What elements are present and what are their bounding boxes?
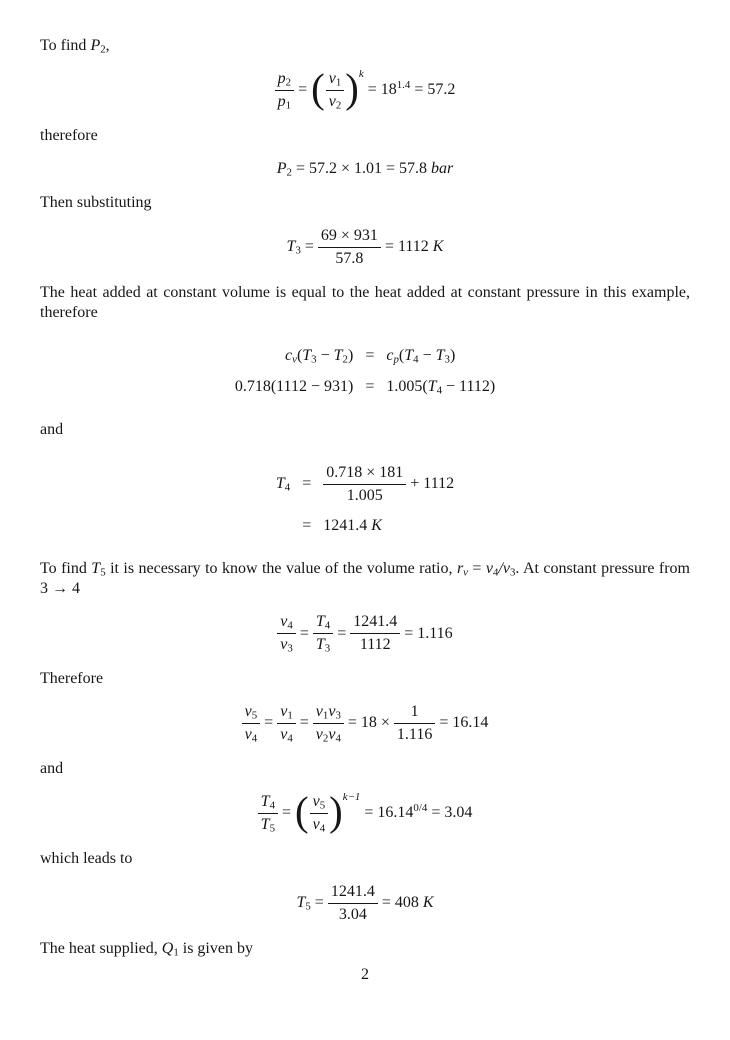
fraction <box>277 703 296 744</box>
text-roman: − <box>316 346 334 364</box>
fraction <box>275 70 294 111</box>
text-italic: c <box>386 346 394 364</box>
equation-lhs <box>235 378 354 396</box>
subscript: 2 <box>286 166 292 179</box>
text-italic: T <box>315 636 325 654</box>
fraction <box>350 613 400 654</box>
text-roman: The heat added at constant volume is equal to the heat added at constant pressure in this example, therefore <box>40 283 690 321</box>
text-roman: = <box>295 624 313 642</box>
equation-array-grid <box>276 464 454 536</box>
text-roman: , <box>105 37 110 54</box>
text-italic: /v <box>498 560 510 578</box>
numerator <box>277 703 296 723</box>
text-roman: To find <box>40 560 92 578</box>
denominator <box>277 723 296 744</box>
text-italic: T <box>427 377 437 395</box>
subscript: 1 <box>335 76 342 89</box>
text-roman: is given by <box>178 939 253 957</box>
text-roman: ( <box>296 346 303 364</box>
superscript: 1.4 <box>396 79 411 92</box>
text-roman: = 1112 <box>380 237 433 255</box>
text-roman: 1.005( <box>386 377 428 395</box>
subscript: 3 <box>295 244 301 257</box>
text-roman: = <box>294 81 312 99</box>
denominator <box>310 813 329 834</box>
text-roman: = 408 <box>377 893 423 911</box>
subscript: 1 <box>322 709 329 722</box>
text-roman: = 57.2 × 1.01 = 57.8 <box>291 159 432 177</box>
fraction <box>328 883 378 924</box>
text-italic: v <box>244 726 252 744</box>
text-roman: = <box>310 893 328 911</box>
text-italic: v <box>312 793 320 811</box>
fraction <box>326 70 345 111</box>
paragraph <box>40 559 690 599</box>
text-italic: v <box>280 726 288 744</box>
text-roman: = <box>278 804 296 822</box>
equation-content <box>277 160 454 177</box>
text-italic: T <box>435 346 445 364</box>
document-content <box>40 36 690 959</box>
text-italic: K <box>432 237 444 255</box>
text-italic: v <box>315 703 323 721</box>
denominator <box>328 903 378 924</box>
display-equation <box>40 613 690 654</box>
text-roman: 0.718 × 181 <box>326 463 404 481</box>
denominator <box>394 723 435 744</box>
text-roman: and <box>40 420 64 438</box>
numerator <box>242 703 261 723</box>
text-roman: 1241.4 <box>330 882 375 900</box>
denominator <box>258 813 278 834</box>
text-italic: v <box>244 703 252 721</box>
denominator <box>326 90 345 111</box>
text-italic: r <box>456 560 464 578</box>
equation-content <box>258 789 473 835</box>
paragraph <box>40 193 690 213</box>
equation-content <box>275 66 456 112</box>
denominator <box>275 90 294 111</box>
paragraph <box>40 420 690 440</box>
display-equation <box>40 66 690 112</box>
paragraph <box>40 849 690 869</box>
text-italic: T <box>260 793 270 811</box>
text-roman: = 16.14 <box>435 714 489 732</box>
subscript: 1 <box>285 99 292 112</box>
text-roman: = <box>468 560 486 578</box>
subscript: 4 <box>287 732 293 745</box>
subscript: 4 <box>319 822 326 835</box>
fraction <box>323 464 406 505</box>
numerator <box>258 793 278 813</box>
subscript: 5 <box>251 709 258 722</box>
subscript: v <box>292 353 297 366</box>
text-roman: 1241.4 <box>323 517 372 535</box>
equation-lhs <box>276 475 290 493</box>
text-italic: T <box>91 560 101 578</box>
paren-content <box>326 70 345 111</box>
equation-lhs <box>285 347 353 365</box>
numerator <box>313 703 344 723</box>
equation-relation: = <box>302 475 312 493</box>
subscript: 4 <box>436 384 443 397</box>
text-italic: P <box>276 159 287 177</box>
denominator <box>323 484 406 505</box>
subscript: 3 <box>444 353 450 366</box>
text-roman: To find <box>40 37 91 54</box>
text-roman: = 18 × <box>343 714 394 732</box>
text-italic: v <box>328 70 336 87</box>
text-italic: p <box>277 92 286 110</box>
text-roman: − <box>418 346 436 364</box>
paragraph <box>40 126 690 146</box>
subscript: 4 <box>335 732 341 745</box>
text-italic: bar <box>431 159 454 177</box>
paragraph <box>40 669 690 689</box>
equation-relation: = <box>365 346 375 364</box>
subscript: 4 <box>493 566 499 579</box>
equation-array-grid <box>235 347 495 396</box>
numerator <box>394 703 435 723</box>
denominator <box>277 633 296 654</box>
text-italic: T <box>296 893 306 911</box>
text-italic: v <box>280 613 288 631</box>
page-number: 2 <box>361 966 369 983</box>
paragraph <box>40 759 690 779</box>
text-roman: + 1112 <box>406 474 455 492</box>
text-roman: Therefore <box>40 670 104 688</box>
text-roman: = <box>260 714 278 732</box>
equation-array <box>40 464 690 536</box>
text-roman: 1112 <box>359 636 391 654</box>
subscript: 3 <box>311 353 317 366</box>
paren-group: ( $\frac{v_5}{v_4}$ ) <box>295 789 343 835</box>
text-italic: T <box>404 346 414 364</box>
text-italic: T <box>260 815 270 833</box>
denominator <box>242 723 261 744</box>
subscript: 5 <box>305 900 311 913</box>
equation-content <box>296 882 434 923</box>
fraction <box>277 613 296 654</box>
numerator <box>310 793 329 813</box>
subscript: 2 <box>285 76 292 89</box>
subscript: 5 <box>100 566 106 579</box>
text-italic: v <box>485 560 493 578</box>
text-italic: v <box>312 815 320 833</box>
text-roman: 1.005 <box>346 486 383 504</box>
display-equation <box>40 789 690 835</box>
text-italic: p <box>277 70 286 87</box>
display-equation <box>40 227 690 268</box>
text-italic: v <box>328 703 336 721</box>
text-roman: ) <box>347 346 354 364</box>
fraction <box>313 613 333 654</box>
denominator <box>350 633 400 654</box>
numerator <box>277 613 296 633</box>
paragraph <box>40 36 690 56</box>
subscript: 1 <box>173 946 179 959</box>
text-italic: T <box>302 346 312 364</box>
paragraph <box>40 283 690 323</box>
equation-relation: = <box>302 517 312 535</box>
equation-rhs <box>386 378 495 396</box>
text-roman: ) <box>449 346 456 364</box>
exponent: k−1 <box>342 791 361 804</box>
text-roman: 69 × 931 <box>320 226 378 244</box>
display-equation <box>40 883 690 924</box>
text-roman: 0.718(1112 − 931) <box>234 377 354 395</box>
subscript: 2 <box>342 353 348 366</box>
text-roman: and <box>40 760 64 778</box>
text-roman: = <box>333 624 351 642</box>
subscript: 3 <box>287 642 293 655</box>
subscript: 5 <box>319 799 326 812</box>
subscript: 1 <box>287 709 293 722</box>
fraction <box>318 227 381 268</box>
text-roman: 3.04 <box>338 905 367 923</box>
equation-rhs <box>323 517 382 535</box>
subscript: 2 <box>335 99 342 112</box>
denominator <box>318 247 381 268</box>
text-italic: v <box>328 92 336 110</box>
text-roman: The heat supplied, <box>40 939 162 957</box>
subscript: 3 <box>324 642 331 655</box>
display-equation <box>40 160 690 178</box>
text-roman: 1.116 <box>396 726 433 744</box>
text-italic: K <box>371 517 382 535</box>
text-roman: = <box>295 714 313 732</box>
numerator <box>323 464 406 484</box>
superscript: 0/4 <box>413 802 428 815</box>
text-italic: Q <box>161 939 174 957</box>
subscript: 3 <box>335 709 341 722</box>
text-roman: = <box>300 237 318 255</box>
text-roman: = 16.14 <box>360 804 414 822</box>
text-italic: v <box>280 703 288 721</box>
text-roman: 1241.4 <box>353 613 398 631</box>
fraction <box>242 703 261 744</box>
text-roman: 57.8 <box>335 249 364 267</box>
subscript: 5 <box>269 822 275 835</box>
exponent: k <box>358 68 364 81</box>
denominator <box>313 723 344 744</box>
paren-content <box>310 793 329 834</box>
numerator <box>326 70 345 90</box>
equation-content <box>242 703 489 745</box>
text-roman: it is necessary to know the value of the volume ratio, <box>105 560 457 578</box>
text-roman: which leads to <box>40 849 133 867</box>
text-italic: T <box>286 237 296 255</box>
subscript: 4 <box>269 799 275 812</box>
subscript: 4 <box>324 619 331 632</box>
equation-array <box>40 347 690 396</box>
text-italic: v <box>280 636 288 654</box>
equation-rhs <box>323 464 454 505</box>
subscript: 4 <box>251 732 258 745</box>
subscript: 4 <box>284 481 291 494</box>
fraction <box>313 703 344 744</box>
text-roman: ( <box>398 346 405 364</box>
display-equation <box>40 703 690 744</box>
subscript: p <box>393 353 399 366</box>
text-roman: = 57.2 <box>410 81 456 99</box>
text-italic: K <box>422 893 434 911</box>
numerator <box>318 227 381 247</box>
text-roman: − 1112) <box>442 377 496 395</box>
text-roman: = 3.04 <box>427 804 473 822</box>
text-italic: P <box>90 37 101 54</box>
subscript: 2 <box>322 732 329 745</box>
numerator <box>328 883 378 903</box>
text-roman: = 18 <box>363 81 397 99</box>
equation-relation: = <box>365 377 375 395</box>
text-roman: Then substituting <box>40 193 152 211</box>
subscript: 3 <box>509 566 516 579</box>
text-roman: . At constant pressure from 3 → 4 <box>40 560 690 598</box>
equation-content <box>277 613 453 655</box>
fraction <box>310 793 329 834</box>
subscript: 4 <box>287 619 293 632</box>
subscript: 4 <box>413 353 419 366</box>
numerator <box>275 70 294 90</box>
paren-group: ( $\frac{v_1}{v_2}$ ) <box>311 66 359 112</box>
text-roman: = 1.116 <box>400 624 453 642</box>
text-italic: T <box>315 613 325 631</box>
numerator <box>313 613 333 633</box>
text-italic: T <box>333 346 343 364</box>
text-italic: v <box>315 726 323 744</box>
equation-rhs <box>386 347 455 365</box>
subscript: 2 <box>100 43 106 56</box>
text-italic: c <box>285 346 293 364</box>
text-roman: therefore <box>40 126 98 144</box>
denominator <box>313 633 333 654</box>
fraction <box>394 703 435 744</box>
text-italic: v <box>328 726 336 744</box>
paragraph <box>40 939 690 959</box>
subscript: v <box>463 566 468 579</box>
text-roman: 1 <box>410 703 419 721</box>
numerator <box>350 613 400 633</box>
text-italic: T <box>275 475 285 493</box>
fraction <box>258 793 278 834</box>
